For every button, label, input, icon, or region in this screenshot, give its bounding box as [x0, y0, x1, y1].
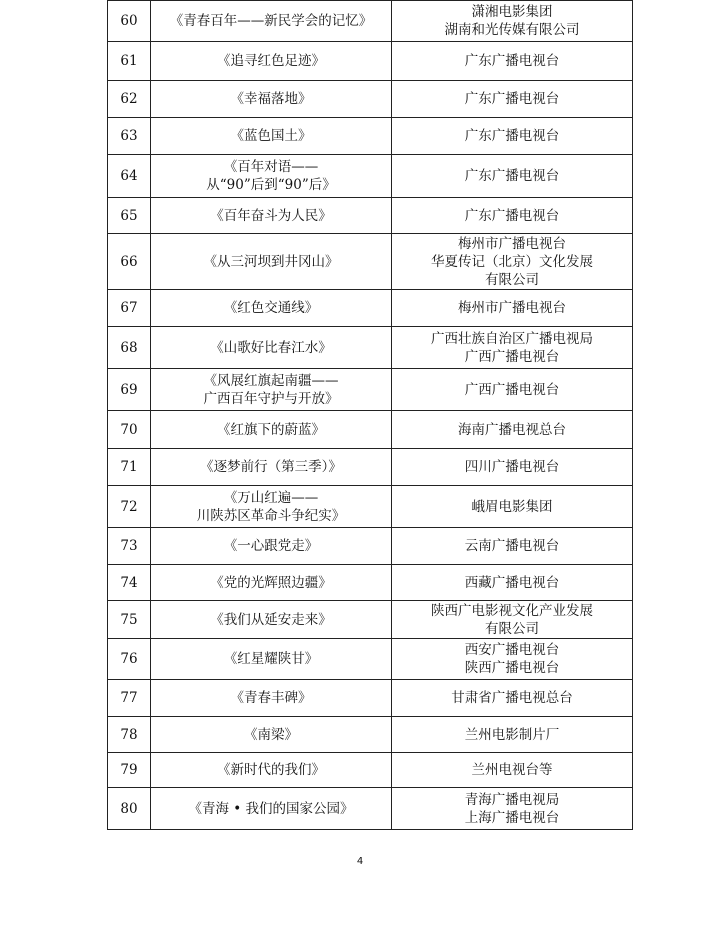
row-number: 77 — [108, 680, 151, 717]
row-number: 68 — [108, 327, 151, 369]
organization-line: 兰州电影制片厂 — [464, 726, 560, 743]
table-row — [108, 369, 633, 411]
program-title — [151, 234, 392, 290]
organization-line: 梅州市广播电视台 — [458, 300, 566, 316]
producing-organization — [392, 327, 633, 369]
program-title-line: 《追寻红色足迹》 — [217, 53, 325, 69]
row-number: 61 — [108, 42, 151, 81]
producing-organization — [392, 528, 633, 565]
organization-line: 陕西广电影视文化产业发展 — [431, 602, 593, 619]
organization-line: 广东广播电视台 — [464, 91, 560, 107]
producing-organization — [392, 788, 633, 830]
organization-line: 西藏广播电视台 — [464, 574, 560, 591]
program-title-line: 《一心跟党走》 — [223, 538, 319, 554]
table-row — [108, 411, 633, 449]
producing-organization — [392, 639, 633, 680]
organization-line: 陕西广播电视台 — [464, 660, 560, 676]
row-number: 80 — [108, 788, 151, 830]
program-title — [151, 449, 392, 486]
organization-line: 峨眉电影集团 — [471, 498, 553, 515]
table-row — [108, 717, 633, 753]
table-row — [108, 449, 633, 486]
row-number: 63 — [108, 118, 151, 155]
organization-line: 有限公司 — [485, 620, 539, 637]
table-row — [108, 327, 633, 369]
program-title-line: 川陕苏区革命斗争纪实》 — [196, 507, 346, 524]
producing-organization — [392, 290, 633, 327]
organization-line: 甘肃省广播电视总台 — [451, 690, 573, 706]
program-title-line: 《红星耀陕甘》 — [223, 651, 319, 667]
producing-organization — [392, 369, 633, 411]
producing-organization — [392, 680, 633, 717]
organization-line: 广东广播电视台 — [464, 207, 560, 224]
program-title — [151, 639, 392, 680]
row-number: 67 — [108, 290, 151, 327]
row-number: 72 — [108, 486, 151, 528]
producing-organization — [392, 118, 633, 155]
organization-line: 广西广播电视台 — [464, 381, 560, 398]
program-title — [151, 788, 392, 830]
row-number: 79 — [108, 753, 151, 788]
table-row — [108, 155, 633, 198]
organization-line: 广东广播电视台 — [464, 168, 560, 184]
program-title-line: 《风展红旗起南疆—— — [203, 372, 339, 389]
program-title-line: 《幸福落地》 — [230, 91, 312, 107]
program-title-line: 《万山红遍—— — [223, 489, 319, 506]
program-title-line: 《从三河坝到井冈山》 — [203, 253, 339, 270]
organization-line: 四川广播电视台 — [464, 459, 560, 475]
program-title-line: 《南梁》 — [244, 726, 298, 743]
program-title — [151, 753, 392, 788]
organization-line: 有限公司 — [485, 271, 539, 288]
organization-line: 湖南和光传媒有限公司 — [444, 22, 580, 38]
program-title-line: 《红旗下的蔚蓝》 — [217, 421, 325, 438]
row-number: 74 — [108, 565, 151, 601]
program-title — [151, 81, 392, 118]
program-title-line: 广西百年守护与开放》 — [203, 390, 339, 407]
program-title-line: 《新时代的我们》 — [217, 762, 325, 778]
table-row — [108, 639, 633, 680]
table-row — [108, 290, 633, 327]
producing-organization — [392, 565, 633, 601]
table-row — [108, 753, 633, 788]
row-number: 76 — [108, 639, 151, 680]
table-row — [108, 118, 633, 155]
organization-line: 云南广播电视台 — [464, 538, 560, 554]
program-title — [151, 680, 392, 717]
program-title-line: 《党的光辉照边疆》 — [210, 574, 332, 591]
program-table-body — [108, 1, 633, 830]
program-title — [151, 155, 392, 198]
program-title-line: 《红色交通线》 — [223, 300, 319, 316]
program-title-line: 《蓝色国土》 — [230, 128, 312, 144]
table-row — [108, 601, 633, 639]
organization-line: 青海广播电视局 — [464, 791, 560, 808]
producing-organization — [392, 753, 633, 788]
program-title-line: 《青海 • 我们的国家公园》 — [188, 800, 354, 817]
program-title — [151, 42, 392, 81]
organization-line: 广东广播电视台 — [464, 53, 560, 69]
table-row — [108, 788, 633, 830]
producing-organization — [392, 717, 633, 753]
table-row — [108, 81, 633, 118]
program-table — [107, 0, 633, 830]
row-number: 69 — [108, 369, 151, 411]
producing-organization — [392, 1, 633, 42]
row-number: 71 — [108, 449, 151, 486]
program-title — [151, 198, 392, 234]
table-row — [108, 528, 633, 565]
program-title — [151, 1, 392, 42]
program-title — [151, 717, 392, 753]
program-title — [151, 411, 392, 449]
program-title-line: 《山歌好比春江水》 — [210, 339, 332, 356]
organization-line: 西安广播电视台 — [464, 642, 560, 658]
organization-line: 上海广播电视台 — [464, 809, 560, 826]
program-title — [151, 528, 392, 565]
organization-line: 海南广播电视总台 — [458, 421, 566, 438]
table-row — [108, 42, 633, 81]
program-title-line: 《百年对语—— — [223, 159, 319, 175]
program-title-line: 《百年奋斗为人民》 — [210, 207, 332, 224]
row-number: 73 — [108, 528, 151, 565]
producing-organization — [392, 198, 633, 234]
organization-line: 潇湘电影集团 — [471, 4, 553, 20]
organization-line: 广东广播电视台 — [464, 128, 560, 144]
organization-line: 广西壮族自治区广播电视局 — [431, 330, 593, 347]
program-title-line: 从“90”后到“90”后》 — [206, 177, 336, 193]
page-number: 4 — [356, 856, 364, 867]
row-number: 78 — [108, 717, 151, 753]
producing-organization — [392, 486, 633, 528]
row-number: 75 — [108, 601, 151, 639]
table-row — [108, 234, 633, 290]
producing-organization — [392, 42, 633, 81]
producing-organization — [392, 155, 633, 198]
organization-line: 兰州电视台等 — [471, 762, 553, 778]
program-title — [151, 601, 392, 639]
row-number: 65 — [108, 198, 151, 234]
program-title — [151, 290, 392, 327]
table-row — [108, 680, 633, 717]
row-number: 66 — [108, 234, 151, 290]
table-row — [108, 486, 633, 528]
program-title — [151, 565, 392, 601]
row-number: 70 — [108, 411, 151, 449]
organization-line: 梅州市广播电视台 — [458, 235, 566, 252]
row-number: 64 — [108, 155, 151, 198]
producing-organization — [392, 411, 633, 449]
row-number: 60 — [108, 1, 151, 42]
producing-organization — [392, 81, 633, 118]
row-number: 62 — [108, 81, 151, 118]
organization-line: 华夏传记（北京）文化发展 — [431, 253, 593, 270]
program-title-line: 《我们从延安走来》 — [210, 611, 332, 628]
program-title — [151, 486, 392, 528]
program-title — [151, 118, 392, 155]
table-row — [108, 565, 633, 601]
producing-organization — [392, 601, 633, 639]
organization-line: 广西广播电视台 — [464, 348, 560, 365]
program-title — [151, 327, 392, 369]
producing-organization — [392, 449, 633, 486]
program-title — [151, 369, 392, 411]
table-row — [108, 198, 633, 234]
producing-organization — [392, 234, 633, 290]
table-row — [108, 1, 633, 42]
program-title-line: 《青春百年——新民学会的记忆》 — [169, 13, 373, 29]
program-title-line: 《青春丰碑》 — [230, 690, 312, 706]
program-title-line: 《逐梦前行（第三季）》 — [200, 459, 342, 475]
